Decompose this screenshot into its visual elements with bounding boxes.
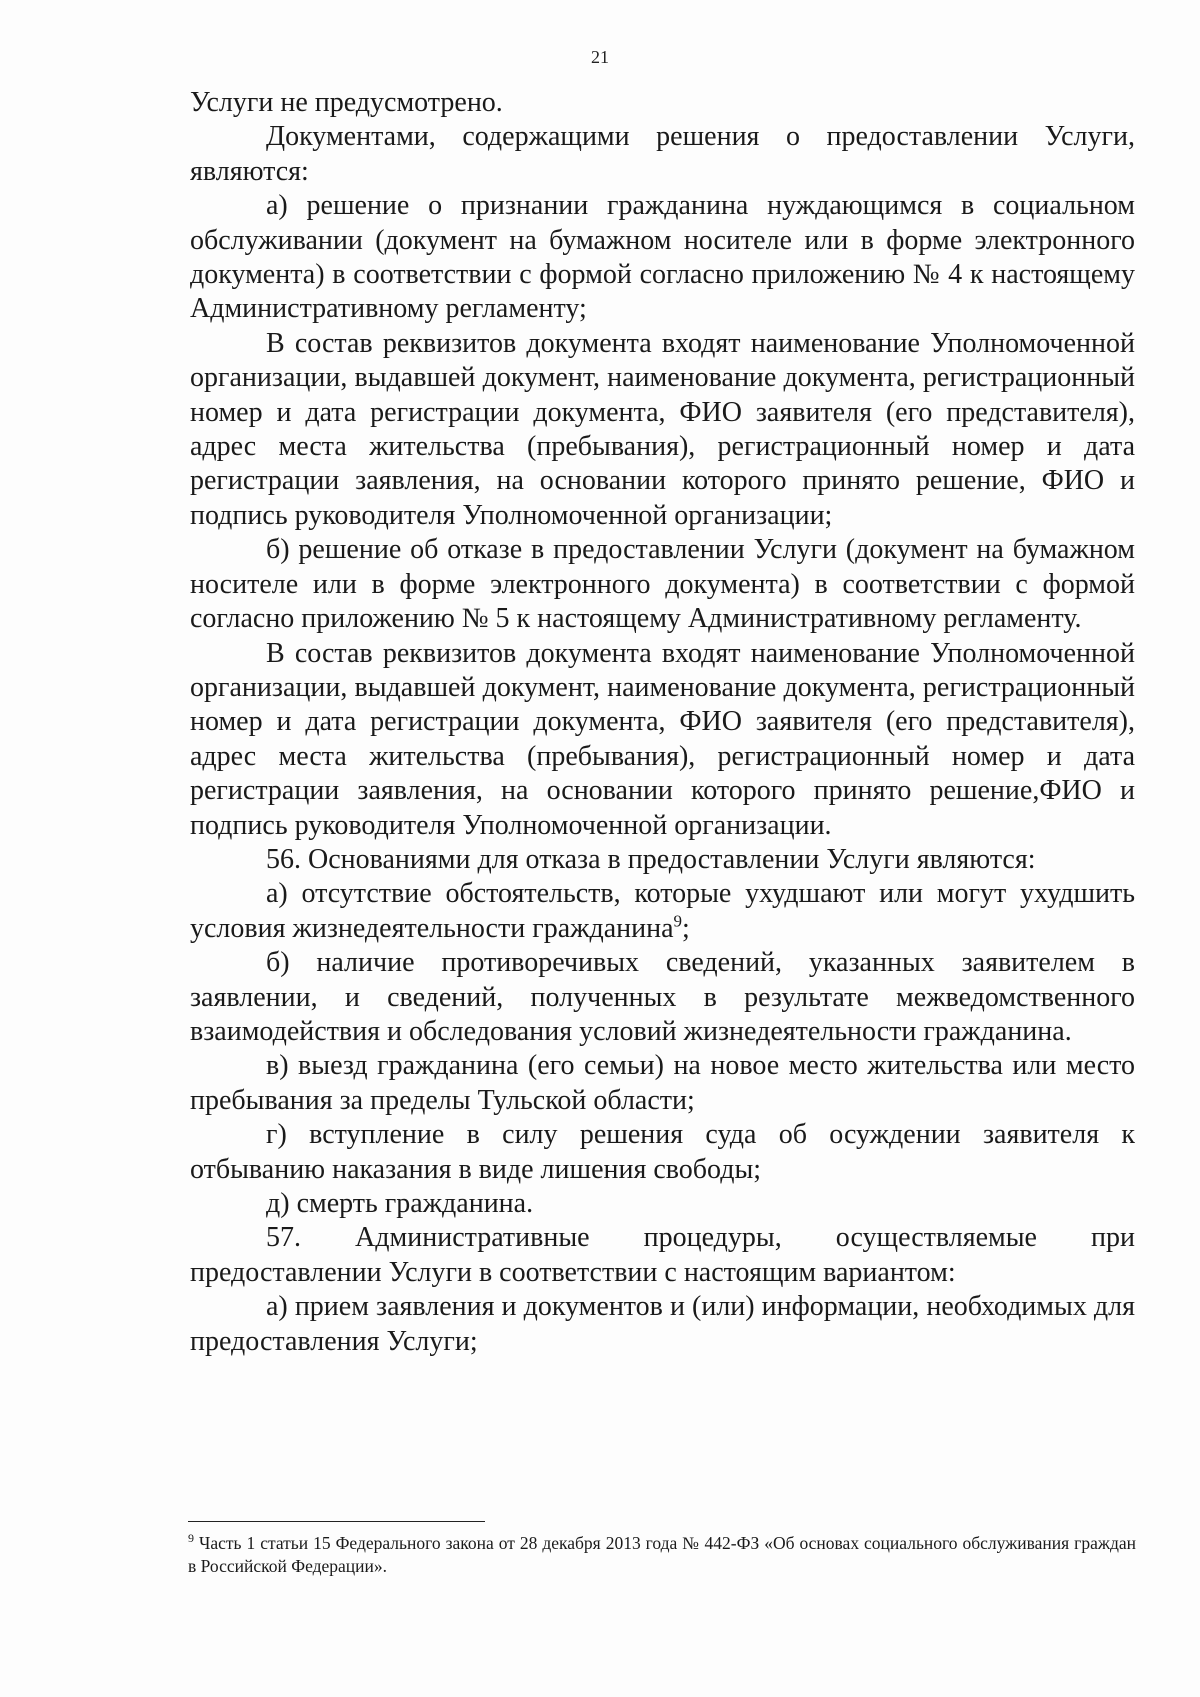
paragraph: в) выезд гражданина (его семьи) на новое место жительства или место пребывания за пределы Тульской области; (190, 1050, 1135, 1116)
paragraph: В состав реквизитов документа входят наименование Уполномоченной организации, выдавшей документ, наименование документа, регистрационный номер и дата регистрации документа, ФИО заявителя (его представителя), адрес места жительства (пребывания), регистрационный номер и дата регистрации заявления, на основании которого принято решение,ФИО и подпись руководителя Уполномоченной организации. (190, 637, 1135, 841)
paragraph-text: а) отсутствие обстоятельств, которые ухудшают или могут ухудшить условия жизнедеятельности гражданина (190, 878, 1135, 944)
paragraph: д) смерть гражданина. (266, 1188, 534, 1219)
paragraph: б) наличие противоречивых сведений, указанных заявителем в заявлении, и сведений, полученных в результате межведомственного взаимодействия и обследования условий жизнедеятельности гражданина. (190, 947, 1135, 1047)
footnote (188, 1532, 1136, 1578)
paragraph: а) прием заявления и документов и (или) информации, необходимых для предоставления Услуги; (190, 1291, 1135, 1357)
paragraph: Услуги не предусмотрено. (190, 87, 503, 118)
document-body (190, 86, 1135, 1359)
paragraph: а) решение о признании гражданина нуждающимся в социальном обслуживании (документ на бумажном носителе или в форме электронного документа) в соответствии с формой согласно приложению № 4 к настоящему Административному регламенту; (190, 190, 1135, 325)
footnote-separator (188, 1521, 485, 1522)
paragraph: В состав реквизитов документа входят наименование Уполномоченной организации, выдавшей документ, наименование документа, регистрационный номер и дата регистрации документа, ФИО заявителя (его представителя), адрес места жительства (пребывания), регистрационный номер и дата регистрации заявления, на основании которого принято решение, ФИО и подпись руководителя Уполномоченной организации; (190, 327, 1135, 531)
paragraph: б) решение об отказе в предоставлении Услуги (документ на бумажном носителе или в форме электронного документа) в соответствии с формой согласно приложению № 5 к настоящему Административному регламенту. (190, 534, 1135, 635)
footnote-mark: 9 (188, 1531, 194, 1546)
paragraph-tail: ; (682, 912, 690, 944)
paragraph: г) вступление в силу решения суда об осуждении заявителя к отбыванию наказания в виде лишения свободы; (190, 1119, 1135, 1185)
footnote-reference: 9 (673, 911, 683, 931)
paragraph-with-footnote (190, 877, 1135, 946)
paragraph: 56. Основаниями для отказа в предоставлении Услуги являются: (266, 843, 1036, 875)
paragraph: Документами, содержащими решения о предоставлении Услуги, являются: (190, 121, 1135, 187)
paragraph: 57. Административные процедуры, осуществляемые при предоставлении Услуги в соответствии с настоящим вариантом: (190, 1222, 1135, 1288)
footnote-text: Часть 1 статьи 15 Федерального закона от 28 декабря 2013 года № 442-ФЗ «Об основах социального обслуживания граждан в Российской Федерации». (188, 1533, 1137, 1576)
page-number: 21 (591, 47, 609, 67)
